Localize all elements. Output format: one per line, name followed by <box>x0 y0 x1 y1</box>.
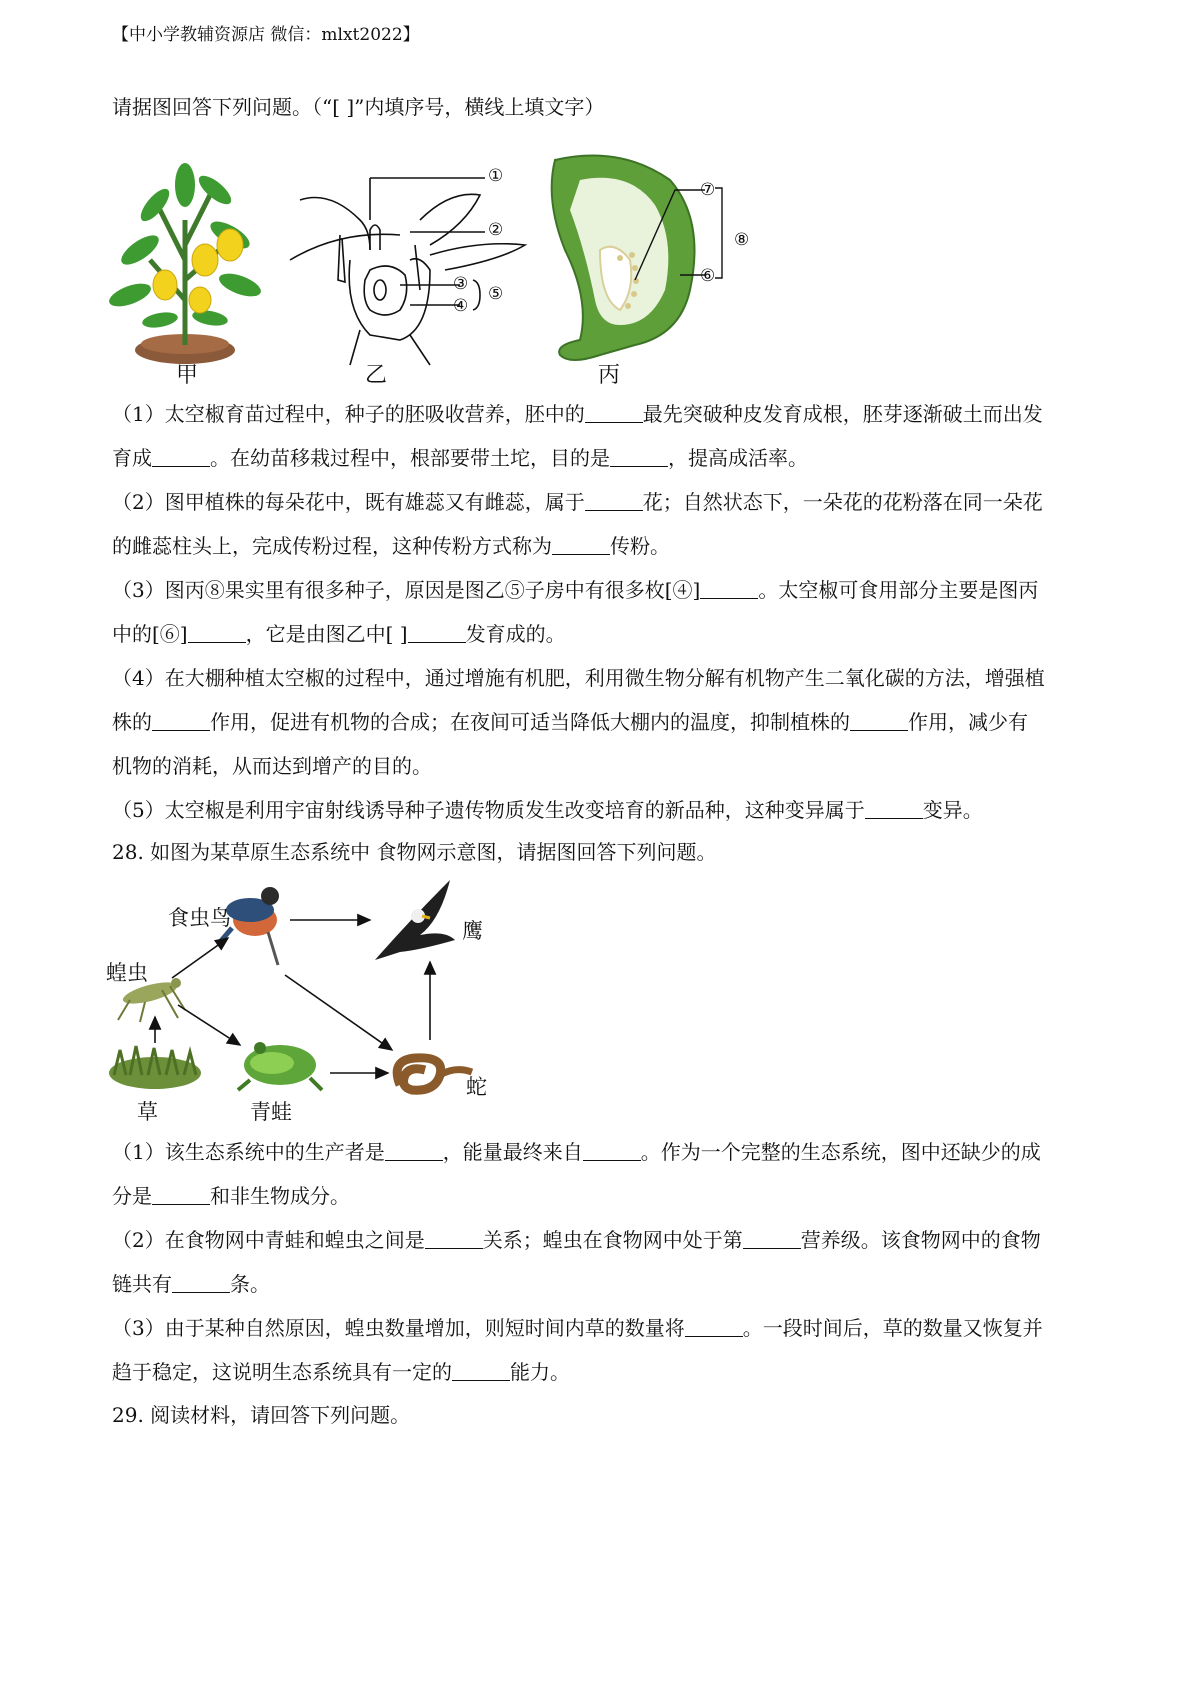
eagle-image <box>375 880 455 960</box>
q28-part3-line2: 趋于稳定，这说明生态系统具有一定的 能力。 <box>112 1360 570 1384</box>
label-insect-bird: 食虫鸟 <box>168 906 231 930</box>
grass-image <box>109 1046 201 1089</box>
label-eagle: 鹰 <box>462 919 483 943</box>
q28-title: 28. 如图为某草原生态系统中 食物网示意图，请据图回答下列问题。 <box>112 840 717 864</box>
q28-part1-line1: （1）该生态系统中的生产者是 ，能量最终来自 。作为一个完整的生态系统，图中还缺少的成 <box>112 1140 1041 1164</box>
answer-blank[interactable] <box>152 1186 210 1205</box>
answer-blank[interactable] <box>850 712 908 731</box>
callout-7: ⑦ <box>700 180 716 200</box>
answer-blank[interactable] <box>585 492 643 511</box>
label-locust: 蝗虫 <box>106 961 148 985</box>
answer-blank[interactable] <box>865 800 923 819</box>
q28-part2-line1: （2）在食物网中青蛙和蝗虫之间是 关系；蝗虫在食物网中处于第 营养级。该食物网中的食物 <box>112 1228 1041 1252</box>
answer-blank[interactable] <box>385 1142 443 1161</box>
q27-part4-line3: 机物的消耗，从而达到增产的目的。 <box>112 754 432 778</box>
answer-blank[interactable] <box>408 624 466 643</box>
callout-5: ⑤ <box>488 284 504 304</box>
q27-part3-line1: （3）图丙⑧果实里有很多种子，原因是图乙⑤子房中有很多枚[④] 。太空椒可食用部分主要是图丙 <box>112 578 1039 602</box>
answer-blank[interactable] <box>700 580 758 599</box>
answer-blank[interactable] <box>583 1142 641 1161</box>
label-frog: 青蛙 <box>250 1100 292 1124</box>
callout-3: ③ <box>453 274 469 294</box>
q28-part1-line2: 分是 和非生物成分。 <box>112 1184 350 1208</box>
callout-2: ② <box>488 220 504 240</box>
answer-blank[interactable] <box>585 404 643 423</box>
label-snake: 蛇 <box>466 1075 487 1099</box>
answer-blank[interactable] <box>188 624 246 643</box>
snake-image <box>397 1058 472 1090</box>
q27-part4-line1: （4）在大棚种植太空椒的过程中，通过增施有机肥，利用微生物分解有机物产生二氧化碳的方法，增强植 <box>112 666 1045 690</box>
pepper-plant-image <box>100 150 270 380</box>
answer-blank[interactable] <box>452 1362 510 1381</box>
q27-part1-line2: 育成 。在幼苗移栽过程中，根部要带土坨，目的是 ，提高成活率。 <box>112 446 808 470</box>
answer-blank[interactable] <box>152 448 210 467</box>
q27-part3-line2: 中的[⑥] ，它是由图乙中[ ] 发育成的。 <box>112 622 566 646</box>
figure-label-yi: 乙 <box>365 363 388 388</box>
answer-blank[interactable] <box>743 1230 801 1249</box>
page-header: 【中小学教辅资源店 微信：mlxt2022】 <box>112 25 420 45</box>
callout-1: ① <box>488 166 504 186</box>
frog-image <box>238 1042 322 1090</box>
q28-part2-line2: 链共有 条。 <box>112 1272 270 1296</box>
callout-6: ⑥ <box>700 266 716 286</box>
q27-part1-line1: （1）太空椒育苗过程中，种子的胚吸收营养，胚中的 最先突破种皮发育成根，胚芽逐渐破土而出发 <box>112 402 1043 426</box>
q27-part4-line2: 株的 作用，促进有机物的合成；在夜间可适当降低大棚内的温度，抑制植株的 作用，减少有 <box>112 710 1028 734</box>
answer-blank[interactable] <box>552 536 610 555</box>
instruction: 请据图回答下列问题。（“[ ]”内填序号，横线上填文字） <box>112 95 605 119</box>
callout-8: ⑧ <box>734 230 750 250</box>
pepper-cross-section-image <box>540 150 760 380</box>
answer-blank[interactable] <box>152 712 210 731</box>
label-grass: 草 <box>137 1100 158 1124</box>
answer-blank[interactable] <box>685 1318 743 1337</box>
q27-part5-line1: （5）太空椒是利用宇宙射线诱导种子遗传物质发生改变培育的新品种，这种变异属于 变异。 <box>112 798 983 822</box>
q27-part2-line1: （2）图甲植株的每朵花中，既有雄蕊又有雌蕊，属于 花；自然状态下，一朵花的花粉落在同一朵花 <box>112 490 1043 514</box>
figure-label-bing: 丙 <box>598 363 621 388</box>
q28-part3-line1: （3）由于某种自然原因，蝗虫数量增加，则短时间内草的数量将 。一段时间后，草的数量又恢复并 <box>112 1316 1043 1340</box>
flower-structure-diagram <box>270 160 550 370</box>
q27-part2-line2: 的雌蕊柱头上，完成传粉过程，这种传粉方式称为 传粉。 <box>112 534 670 558</box>
callout-4: ④ <box>453 296 469 316</box>
answer-blank[interactable] <box>610 448 668 467</box>
answer-blank[interactable] <box>425 1230 483 1249</box>
answer-blank[interactable] <box>172 1274 230 1293</box>
figure-label-jia: 甲 <box>176 363 199 388</box>
q29-title: 29. 阅读材料，请回答下列问题。 <box>112 1403 411 1427</box>
